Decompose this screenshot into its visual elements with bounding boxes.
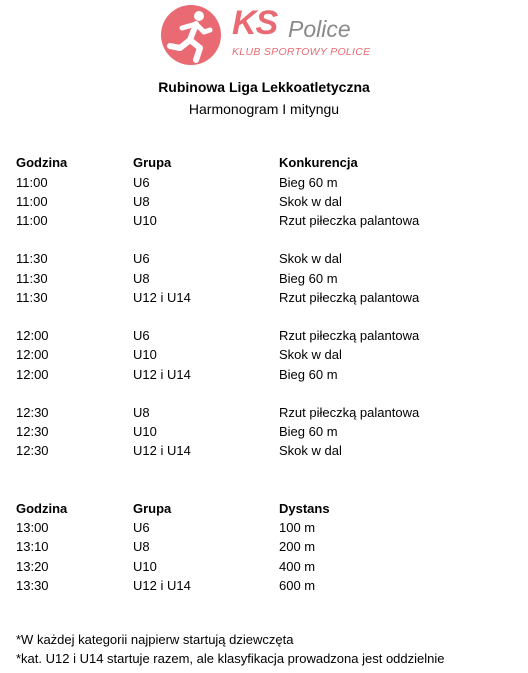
cell-event: Skok w dal — [279, 251, 342, 266]
cell-time: 11:00 — [16, 213, 48, 228]
table-row — [0, 271, 528, 290]
table-row — [0, 443, 528, 462]
cell-time: 12:00 — [16, 347, 49, 362]
header-group: Grupa — [133, 501, 172, 516]
cell-event: Skok w dal — [279, 194, 342, 209]
cell-time: 11:00 — [16, 175, 48, 190]
table-row — [0, 175, 528, 194]
header-distance: Dystans — [279, 501, 330, 516]
cell-time: 11:30 — [16, 251, 48, 266]
cell-time: 11:30 — [16, 271, 48, 286]
cell-event: Rzut piłeczką palantowa — [279, 290, 420, 305]
cell-event: Skok w dal — [279, 443, 342, 458]
cell-group: U12 i U14 — [133, 290, 191, 305]
cell-distance: 400 m — [279, 559, 316, 574]
cell-event: Skok w dal — [279, 347, 342, 362]
logo-brand: KS — [232, 4, 278, 42]
table-header — [0, 155, 528, 174]
table-row — [0, 347, 528, 366]
cell-distance: 600 m — [279, 578, 316, 593]
cell-group: U6 — [133, 175, 150, 190]
table-row — [0, 578, 528, 597]
cell-distance: 100 m — [279, 520, 316, 535]
cell-time: 12:30 — [16, 424, 49, 439]
cell-time: 12:00 — [16, 367, 49, 382]
runner-icon — [160, 4, 222, 66]
cell-time: 12:00 — [16, 328, 49, 343]
cell-time: 13:20 — [16, 559, 49, 574]
cell-time: 12:30 — [16, 405, 49, 420]
logo-tagline: KLUB SPORTOWY POLICE — [232, 46, 371, 58]
cell-event: Rzut piłeczką palantowa — [279, 405, 420, 420]
cell-time: 12:30 — [16, 443, 49, 458]
table-row — [0, 539, 528, 558]
cell-distance: 200 m — [279, 539, 316, 554]
table-row — [0, 251, 528, 270]
cell-group: U6 — [133, 328, 150, 343]
document-title: Rubinowa Liga Lekkoatletyczna — [158, 79, 370, 95]
table-row — [0, 520, 528, 539]
cell-time: 11:30 — [16, 290, 48, 305]
header-time: Godzina — [16, 155, 68, 170]
cell-event: Bieg 60 m — [279, 367, 338, 382]
table-header — [0, 501, 528, 520]
header-time: Godzina — [16, 501, 68, 516]
cell-group: U10 — [133, 347, 157, 362]
table-row — [0, 367, 528, 386]
logo-name: Police — [288, 16, 351, 42]
cell-event: Rzut piłeczką palantowa — [279, 328, 420, 343]
cell-time: 13:10 — [16, 539, 49, 554]
cell-event: Bieg 60 m — [279, 271, 338, 286]
table-row — [0, 194, 528, 213]
cell-event: Rzut piłeczka palantowa — [279, 213, 420, 228]
cell-group: U6 — [133, 520, 150, 535]
table-row — [0, 405, 528, 424]
cell-event: Bieg 60 m — [279, 424, 338, 439]
footnote: *kat. U12 i U14 startuje razem, ale klasyfikacja prowadzona jest oddzielnie — [16, 651, 445, 666]
club-logo — [160, 4, 370, 66]
table-row — [0, 213, 528, 232]
cell-group: U10 — [133, 424, 157, 439]
document-subtitle: Harmonogram I mityngu — [188, 101, 340, 117]
table-row — [0, 424, 528, 443]
cell-group: U6 — [133, 251, 150, 266]
cell-group: U10 — [133, 559, 157, 574]
footnote: *W każdej kategorii najpierw startują dziewczęta — [16, 632, 294, 647]
cell-time: 13:30 — [16, 578, 49, 593]
table-row — [0, 559, 528, 578]
cell-time: 13:00 — [16, 520, 49, 535]
cell-group: U12 i U14 — [133, 578, 191, 593]
header-event: Konkurencja — [279, 155, 358, 170]
table-row — [0, 328, 528, 347]
header-group: Grupa — [133, 155, 172, 170]
cell-group: U8 — [133, 271, 150, 286]
table-row — [0, 290, 528, 309]
cell-group: U8 — [133, 539, 150, 554]
cell-event: Bieg 60 m — [279, 175, 338, 190]
cell-group: U8 — [133, 194, 150, 209]
cell-group: U12 i U14 — [133, 443, 191, 458]
cell-time: 11:00 — [16, 194, 48, 209]
cell-group: U12 i U14 — [133, 367, 191, 382]
cell-group: U10 — [133, 213, 157, 228]
cell-group: U8 — [133, 405, 150, 420]
